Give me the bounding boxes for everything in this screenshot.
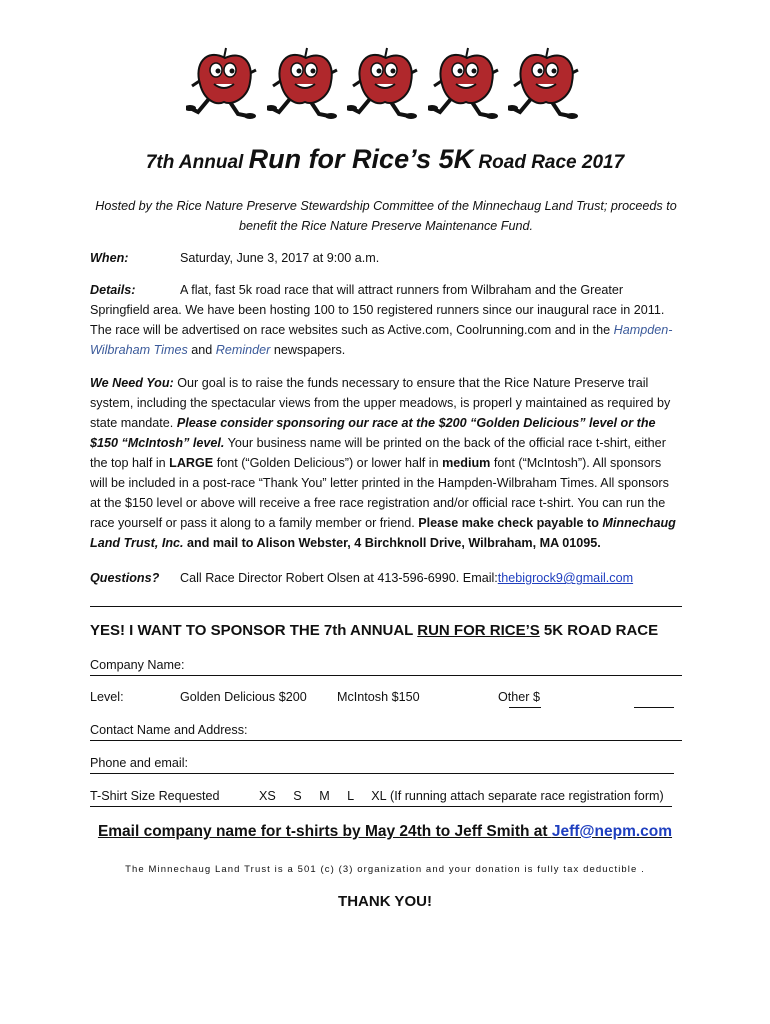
apple-runner-icon — [347, 42, 425, 124]
golden-delicious-option[interactable]: Golden Delicious $200 — [180, 690, 307, 704]
when-row — [90, 248, 682, 268]
company-name-label: Company Name: — [90, 658, 185, 672]
when-label: When: — [90, 251, 129, 265]
apple-runner-icon — [267, 42, 345, 124]
golden-mcintosh-underline — [509, 707, 541, 708]
mcintosh-option[interactable]: McIntosh $150 — [337, 690, 420, 704]
when-value: Saturday, June 3, 2017 at 9:00 a.m. — [180, 251, 380, 265]
apple-runner-logo-row — [186, 42, 586, 124]
sponsor-heading-prefix: YES! I WANT TO SPONSOR THE 7th ANNUAL — [90, 622, 418, 639]
title-suffix: Road Race 2017 — [473, 152, 625, 173]
contact-field[interactable] — [90, 723, 682, 743]
tshirt-size-options[interactable]: XS S M L XL — [259, 789, 387, 803]
tshirt-line — [90, 806, 672, 807]
company-name-field[interactable] — [90, 658, 682, 678]
jeff-email-link[interactable]: Jeff@nepm.com — [551, 823, 673, 840]
apple-runner-icon — [428, 42, 506, 124]
contact-line — [90, 740, 682, 741]
questions-row — [90, 568, 682, 588]
contact-label: Contact Name and Address: — [90, 723, 248, 737]
section-divider — [90, 606, 682, 607]
payee-name: Minnechaug Land Trust, Inc. — [90, 516, 676, 550]
tshirt-note: (If running attach separate race registration form) — [390, 789, 664, 803]
phone-email-label: Phone and email: — [90, 756, 189, 770]
email-deadline-text: Email company name for t-shirts by May 24th to Jeff Smith at — [97, 823, 552, 840]
apple-runner-icon — [508, 42, 586, 124]
tax-deductible-note: The Minnechaug Land Trust is a 501 (c) (3) organization and your donation is fully tax deductible . — [125, 864, 645, 875]
details-paragraph — [90, 280, 682, 360]
need-paragraph — [90, 373, 682, 553]
email-deadline-line — [0, 823, 770, 841]
details-label: Details: — [90, 283, 136, 297]
title-main: Run for Rice’s 5K — [248, 144, 474, 174]
details-text: A flat, fast 5k road race that will attract runners from Wilbraham and the Greater Springfield area. We have been hosting 100 to 150 registered runners since our inaugural race in 2011. The race will be advertised on race websites such as Active.com, Coolrunning.com and in the — [90, 283, 665, 337]
need-text-2: Your business name will be printed on the back of the official race t-shirt, either the top half in — [90, 436, 666, 470]
tshirt-label: T-Shirt Size Requested — [90, 789, 220, 803]
questions-label: Questions? — [90, 571, 160, 585]
race-director-email-link[interactable]: thebigrock9@gmail.com — [497, 571, 634, 585]
check-payable: Please make check payable to — [418, 516, 603, 530]
other-option[interactable]: Other $ — [498, 690, 540, 704]
thank-you: THANK YOU! — [338, 893, 432, 910]
questions-text: Call Race Director Robert Olsen at 413-596-6990. Email: — [180, 571, 498, 585]
need-text-1: Our goal is to raise the funds necessary to ensure that the Rice Nature Preserve trail system, including the spectacular views from the upper meadows, is properl y maintained as required by state mandate. — [90, 376, 671, 430]
medium-word: medium — [442, 456, 491, 470]
hosted-by-text: Hosted by the Rice Nature Preserve Stewardship Committee of the Minnechaug Land Trust; proceeds to benefit the Rice Nature Preserve Maintenance Fund. — [95, 199, 677, 233]
level-label: Level: — [90, 690, 124, 704]
phone-email-line — [90, 773, 674, 774]
need-text-3: font (“Golden Delicious”) or lower half in — [213, 456, 443, 470]
details-end: newspapers. — [270, 343, 346, 357]
need-label: We Need You: — [90, 376, 174, 390]
paper-name-reminder: Reminder — [215, 343, 271, 357]
sponsor-heading — [90, 622, 658, 639]
company-name-line — [90, 675, 682, 676]
other-amount-line[interactable] — [634, 707, 674, 708]
apple-runner-icon — [186, 42, 264, 124]
sponsor-levels-callout: Please consider sponsoring our race at the $200 “Golden Delicious” level or the $150 “McIntosh” level. — [90, 416, 656, 450]
level-field[interactable] — [90, 690, 682, 710]
page-title — [0, 144, 770, 175]
title-prefix: 7th Annual — [145, 152, 249, 173]
details-and: and — [187, 343, 216, 357]
paper-name-hampden: Hampden-Wilbraham Times — [90, 323, 673, 357]
sponsor-heading-race-name: RUN FOR RICE’S — [417, 622, 540, 639]
large-word: LARGE — [169, 456, 214, 470]
need-text-4: font (“McIntosh”). All sponsors will be included in a post-race “Thank You” letter printed in the Hampden-Wilbraham Times. All sponsors at the $150 level or above will receive a free race registration and/or official race t-shirt. You can run the race yourself or pass it along to a family member or friend. — [90, 456, 669, 530]
sponsor-heading-suffix: 5K ROAD RACE — [539, 622, 659, 639]
mailing-address: and mail to Alison Webster, 4 Birchknoll Drive, Wilbraham, MA 01095. — [183, 536, 601, 550]
phone-email-field[interactable] — [90, 756, 682, 776]
tshirt-size-field[interactable] — [90, 789, 682, 809]
